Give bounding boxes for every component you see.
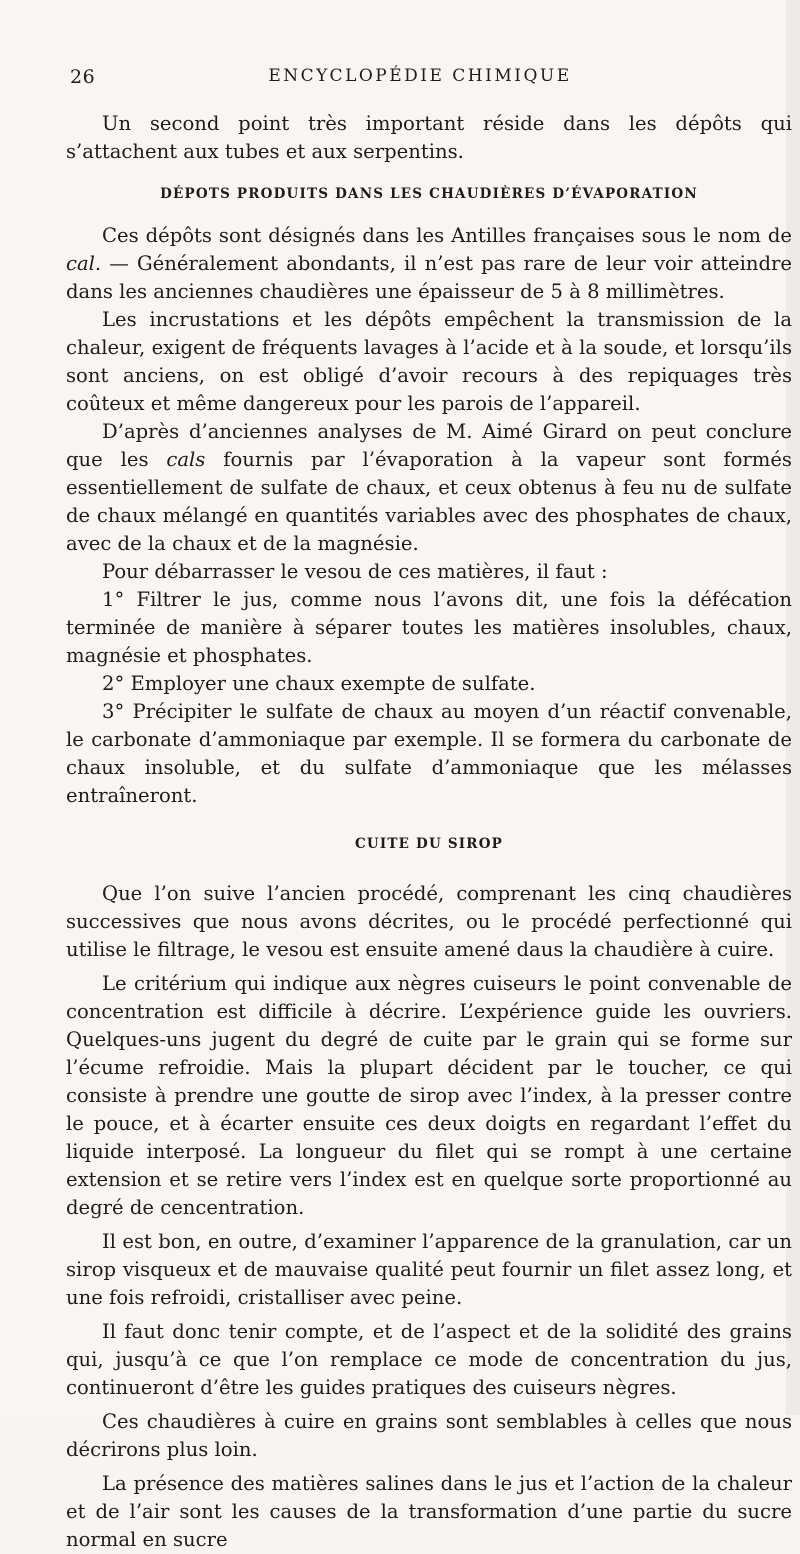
cooking-paragraph-1: Que l’on suive l’ancien procédé, comprenant les cinq chaudières successives que nous avons décrites, ou le procédé perfectionné qui utilise le filtrage, le vesou est ensuite amené daus la chaudière à cuire. <box>66 882 792 961</box>
deposits-paragraph-1-text-a: Ces dépôts sont désignés dans les Antilles françaises sous le nom de <box>102 224 792 247</box>
deposits-paragraph-2: Les incrustations et les dépôts empêchent la transmission de la chaleur, exigent de fréquents lavages à l’acide et à la soude, et lorsqu’ils sont anciens, on est obligé d’avoir recours à des repiquages très coûteux et même dangereux pour les parois de l’appareil. <box>66 308 792 415</box>
deposits-paragraph-3-text-a: D’après d’anciennes analyses de M. Aimé Girard on peut conclure que les <box>66 420 792 471</box>
deposits-step-3: 3° Précipiter le sulfate de chaux au moyen d’un réactif convenable, le carbonate d’ammoniaque par exemple. Il se formera du carbonate de chaux insoluble, et du sulfate d’ammoniaque que les mélasses entraîneront. <box>66 700 792 807</box>
cooking-paragraph-5: Ces chaudières à cuire en grains sont semblables à celles que nous décrirons plus loin. <box>66 1410 792 1461</box>
deposits-step-2: 2° Employer une chaux exempte de sulfate. <box>102 672 536 695</box>
deposits-paragraph-3 <box>66 418 792 558</box>
deposits-paragraph-3-text-b: fournis par l’évaporation à la vapeur sont formés essentiellement de sulfate de chaux, et ceux obtenus à feu nu de sulfate de chaux mélangé en quantités variables avec des phosphates de chaux, avec de la chaux et de la magnésie. <box>66 448 792 555</box>
cooking-paragraph-2: Le critérium qui indique aux nègres cuiseurs le point convenable de concentration est difficile à décrire. L’expérience guide les ouvriers. Quelques-uns jugent du degré de cuite par le grain qui se forme sur l’écume refroidie. Mais la plupart décident par le toucher, ce qui consiste à prendre une goutte de sirop avec l’index, à la presser contre le pouce, et à écarter ensuite ces deux doigts en regardant l’effet du liquide interposé. La longueur du filet qui se rompt à une certaine extension et se retire vers l’index est en quelque sorte proportionné au degré de cencentration. <box>66 972 792 1219</box>
cooking-paragraph-3: Il est bon, en outre, d’examiner l’apparence de la granulation, car un sirop visqueux et de mauvaise qualité peut fournir un filet assez long, et une fois refroidi, cristalliser avec peine. <box>66 1230 792 1309</box>
section-title-deposits: DÉPOTS PRODUITS DANS LES CHAUDIÈRES D’ÉVAPORATION <box>160 186 698 202</box>
cooking-paragraph-6: La présence des matières salines dans le jus et l’action de la chaleur et de l’air sont les causes de la transformation d’une partie du sucre normal en sucre <box>66 1472 792 1551</box>
section-title-cooking: CUITE DU SIROP <box>354 836 504 852</box>
deposits-step-1: 1° Filtrer le jus, comme nous l’avons dit, une fois la défécation terminée de manière à séparer toutes les matières insolubles, chaux, magnésie et phosphates. <box>66 588 792 667</box>
deposits-paragraph-1-italic: cal. <box>66 252 102 275</box>
deposits-paragraph-4: Pour débarrasser le vesou de ces matières, il faut : <box>102 560 608 583</box>
page-body <box>66 110 792 1554</box>
deposits-paragraph-1 <box>66 222 792 306</box>
page-number: 26 <box>70 66 96 88</box>
intro-paragraph: Un second point très important réside dans les dépôts qui s’attachent aux tubes et aux serpentins. <box>66 112 792 163</box>
deposits-paragraph-3-italic: cals <box>166 448 206 471</box>
running-title: ENCYCLOPÉDIE CHIMIQUE <box>268 66 572 86</box>
page-header <box>70 66 770 92</box>
cooking-paragraph-4: Il faut donc tenir compte, et de l’aspect et de la solidité des grains qui, jusqu’à ce que l’on remplace ce mode de concentration du jus, continueront d’être les guides pratiques des cuiseurs nègres. <box>66 1320 792 1399</box>
deposits-paragraph-1-text-b: — Généralement abondants, il n’est pas rare de leur voir atteindre dans les anciennes chaudières une épaisseur de 5 à 8 millimètres. <box>66 252 792 303</box>
